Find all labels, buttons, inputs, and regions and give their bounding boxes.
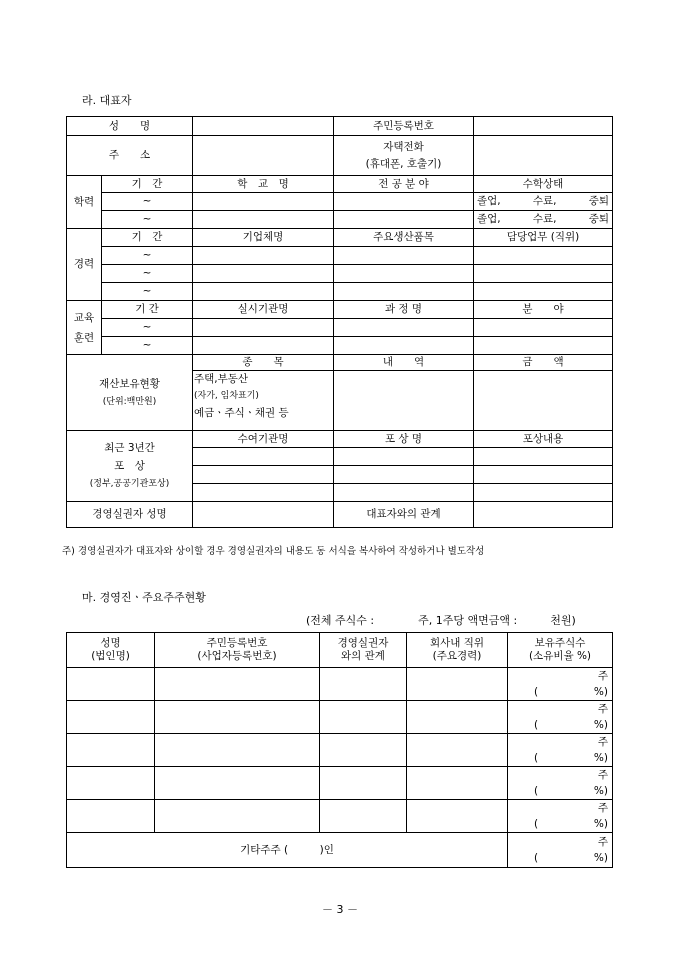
header-name	[67, 633, 155, 668]
awards-name-cell[interactable]	[334, 484, 474, 502]
share-unit: 주	[597, 703, 608, 715]
header-relation-line1: 경영실권자	[337, 637, 389, 649]
training-period-row[interactable]: ~	[102, 337, 193, 355]
header-shares-line1: 보유주식수	[534, 637, 586, 649]
header-position-line2: (주요경력)	[432, 650, 482, 662]
awards-content-cell[interactable]	[474, 484, 613, 502]
header-relation-line2: 와의 관계	[341, 650, 385, 662]
training-institution-header: 실시기관명	[193, 301, 334, 319]
assets-detail-cell[interactable]	[334, 371, 474, 431]
section-ra-title: 라. 대표자	[82, 94, 132, 107]
pct-open: (	[534, 752, 539, 764]
education-period-header: 기 간	[102, 176, 193, 193]
header-rrn-line1: 주민등록번호	[206, 637, 268, 649]
career-company-cell[interactable]	[193, 283, 334, 301]
shareholder-rrn-cell[interactable]	[155, 701, 320, 734]
awards-content-header: 포상내용	[474, 431, 613, 448]
assets-amount-header: 금 액	[474, 355, 613, 371]
awards-name-header: 포 상 명	[334, 431, 474, 448]
shareholder-shares-cell[interactable]	[508, 701, 613, 734]
career-duty-cell[interactable]	[474, 283, 613, 301]
career-product-header: 주요생산품목	[334, 229, 474, 247]
pct-unit: %)	[593, 752, 608, 764]
career-company-cell[interactable]	[193, 265, 334, 283]
pct-open: (	[534, 852, 539, 864]
graduation-options	[474, 195, 612, 208]
shareholder-name-cell[interactable]	[67, 668, 155, 701]
shareholder-relation-cell[interactable]	[320, 668, 407, 701]
address-label: 주 소	[67, 136, 193, 176]
awards-name-cell[interactable]	[334, 466, 474, 484]
header-position	[407, 633, 508, 668]
awards-name-cell[interactable]	[334, 448, 474, 466]
header-shares	[508, 633, 613, 668]
share-percent	[508, 684, 612, 700]
pct-unit: %)	[593, 785, 608, 797]
career-product-cell[interactable]	[334, 247, 474, 265]
option-graduated: 졸업,	[477, 195, 501, 207]
assets-label	[67, 355, 193, 431]
assets-amount-cell[interactable]	[474, 371, 613, 431]
education-major-header: 전 공 분 야	[334, 176, 474, 193]
other-holders-label: 기타주주 ( )인	[67, 833, 508, 868]
form-note: 주) 경영실권자가 대표자와 상이할 경우 경영실권자의 내용도 동 서식을 복사하여 작성하거나 별도작성	[62, 546, 485, 557]
relation-label: 대표자와의 관계	[334, 502, 474, 528]
assets-detail-header: 내 역	[334, 355, 474, 371]
shareholder-name-cell[interactable]	[67, 734, 155, 767]
phone-label	[334, 136, 474, 176]
education-status-header: 수학상태	[474, 176, 613, 193]
shareholder-shares-cell[interactable]	[508, 800, 613, 833]
shareholder-relation-cell[interactable]	[320, 701, 407, 734]
shareholder-rrn-cell[interactable]	[155, 668, 320, 701]
assets-item-header: 종 목	[193, 355, 334, 371]
share-unit: 주	[597, 802, 608, 814]
header-name-line1: 성명	[100, 637, 121, 649]
shareholder-name-cell[interactable]	[67, 701, 155, 734]
share-unit: 주	[597, 769, 608, 781]
awards-label-line1: 최근 3년간	[104, 442, 155, 454]
shareholder-relation-cell[interactable]	[320, 800, 407, 833]
shareholder-position-cell[interactable]	[407, 767, 508, 800]
shareholder-rrn-cell[interactable]	[155, 767, 320, 800]
phone-label-line1: 자택전화	[383, 140, 424, 153]
shareholder-position-cell[interactable]	[407, 668, 508, 701]
training-field-header: 분 야	[474, 301, 613, 319]
share-unit: 주	[597, 736, 608, 748]
career-period-row[interactable]: ~	[102, 265, 193, 283]
career-period-row[interactable]: ~	[102, 283, 193, 301]
career-product-cell[interactable]	[334, 283, 474, 301]
manager-name-label: 경영실권자 성명	[67, 502, 193, 528]
awards-institution-cell[interactable]	[193, 466, 334, 484]
awards-label	[67, 431, 193, 502]
header-rrn	[155, 633, 320, 668]
training-label-line1: 교육	[73, 311, 95, 324]
assets-unit-label: (단위:백만원)	[102, 396, 157, 407]
education-major-cell[interactable]	[334, 211, 474, 229]
section-ma-title: 마. 경영진ㆍ주요주주현황	[82, 591, 206, 604]
education-label: 학력	[67, 176, 102, 229]
assets-item-financial: 예금ㆍ주식ㆍ채권 등	[194, 407, 289, 419]
manager-name-value[interactable]	[193, 502, 334, 528]
education-status-cell[interactable]	[474, 211, 613, 229]
option-graduated: 졸업,	[477, 213, 501, 225]
rrn-label: 주민등록번호	[334, 117, 474, 136]
awards-label-line2: 포 상	[114, 460, 145, 472]
shareholder-position-cell[interactable]	[407, 734, 508, 767]
other-holders-shares-cell[interactable]	[508, 833, 613, 868]
header-rrn-line2: (사업자등록번호)	[197, 650, 277, 662]
share-unit: 주	[597, 670, 608, 682]
training-course-cell[interactable]	[334, 337, 474, 355]
relation-value[interactable]	[474, 502, 613, 528]
career-period-header: 기 간	[102, 229, 193, 247]
pct-open: (	[534, 686, 539, 698]
education-school-cell[interactable]	[193, 211, 334, 229]
pct-open: (	[534, 785, 539, 797]
pct-unit: %)	[593, 686, 608, 698]
option-completed: 수료,	[532, 195, 557, 207]
pct-unit: %)	[593, 852, 608, 864]
name-label: 성 명	[67, 117, 193, 136]
career-label: 경력	[67, 229, 102, 301]
representative-table	[66, 116, 613, 528]
training-period-row[interactable]: ~	[102, 319, 193, 337]
training-course-header: 과 정 명	[334, 301, 474, 319]
graduation-options	[474, 213, 612, 226]
training-institution-cell[interactable]	[193, 319, 334, 337]
header-relation	[320, 633, 407, 668]
training-field-cell[interactable]	[474, 319, 613, 337]
option-dropped: 중퇴	[588, 213, 609, 225]
training-course-cell[interactable]	[334, 319, 474, 337]
awards-institution-header: 수여기관명	[193, 431, 334, 448]
share-percent	[508, 850, 612, 866]
assets-item-real-estate: 주택,부동산	[194, 373, 249, 385]
shareholder-shares-cell[interactable]	[508, 767, 613, 800]
career-duty-header: 담당업무 (직위)	[474, 229, 613, 247]
name-value[interactable]	[193, 117, 334, 136]
page-number: － 3 －	[322, 903, 358, 916]
header-position-line1: 회사내 직위	[429, 637, 485, 649]
share-unit: 주	[597, 836, 608, 848]
training-label	[67, 301, 102, 355]
shareholder-shares-cell[interactable]	[508, 668, 613, 701]
rrn-value[interactable]	[474, 117, 613, 136]
training-period-header: 기 간	[102, 301, 193, 319]
shareholder-relation-cell[interactable]	[320, 734, 407, 767]
awards-institution-cell[interactable]	[193, 448, 334, 466]
training-field-cell[interactable]	[474, 337, 613, 355]
shareholder-shares-cell[interactable]	[508, 734, 613, 767]
address-value[interactable]	[193, 136, 334, 176]
shareholder-name-cell[interactable]	[67, 800, 155, 833]
option-completed: 수료,	[532, 213, 557, 225]
awards-content-cell[interactable]	[474, 448, 613, 466]
shareholder-position-cell[interactable]	[407, 701, 508, 734]
education-school-cell[interactable]	[193, 193, 334, 211]
training-institution-cell[interactable]	[193, 337, 334, 355]
header-shares-line2: (소유비율 %)	[528, 650, 592, 662]
option-dropped: 중퇴	[588, 195, 609, 207]
assets-item-list	[193, 371, 334, 431]
awards-institution-cell[interactable]	[193, 484, 334, 502]
career-company-cell[interactable]	[193, 247, 334, 265]
awards-content-cell[interactable]	[474, 466, 613, 484]
share-percent	[508, 783, 612, 799]
career-product-cell[interactable]	[334, 265, 474, 283]
shareholders-table	[66, 632, 613, 868]
education-major-cell[interactable]	[334, 193, 474, 211]
education-period-row[interactable]: ~	[102, 193, 193, 211]
share-percent	[508, 816, 612, 832]
shareholder-position-cell[interactable]	[407, 800, 508, 833]
education-school-header: 학 교 명	[193, 176, 334, 193]
career-company-header: 기업체명	[193, 229, 334, 247]
shareholder-rrn-cell[interactable]	[155, 800, 320, 833]
education-period-row[interactable]: ~	[102, 211, 193, 229]
phone-label-line2: (휴대폰, 호출기)	[365, 157, 442, 170]
phone-value[interactable]	[474, 136, 613, 176]
career-period-row[interactable]: ~	[102, 247, 193, 265]
share-percent	[508, 750, 612, 766]
assets-label-line1: 재산보유현황	[99, 377, 160, 390]
career-duty-cell[interactable]	[474, 247, 613, 265]
assets-item-ownership-note: (자가, 임차표기)	[194, 391, 259, 401]
pct-unit: %)	[593, 818, 608, 830]
shareholder-name-cell[interactable]	[67, 767, 155, 800]
pct-unit: %)	[593, 719, 608, 731]
header-name-line2: (법인명)	[91, 650, 130, 662]
total-shares-line: (전체 주식수 : 주, 1주당 액면금액 : 천원)	[306, 614, 576, 627]
career-duty-cell[interactable]	[474, 265, 613, 283]
shareholder-relation-cell[interactable]	[320, 767, 407, 800]
shareholder-rrn-cell[interactable]	[155, 734, 320, 767]
awards-label-line3: (정부,공공기관포상)	[89, 479, 170, 489]
pct-open: (	[534, 818, 539, 830]
education-status-cell[interactable]	[474, 193, 613, 211]
training-label-line2: 훈련	[73, 331, 95, 344]
pct-open: (	[534, 719, 539, 731]
share-percent	[508, 717, 612, 733]
